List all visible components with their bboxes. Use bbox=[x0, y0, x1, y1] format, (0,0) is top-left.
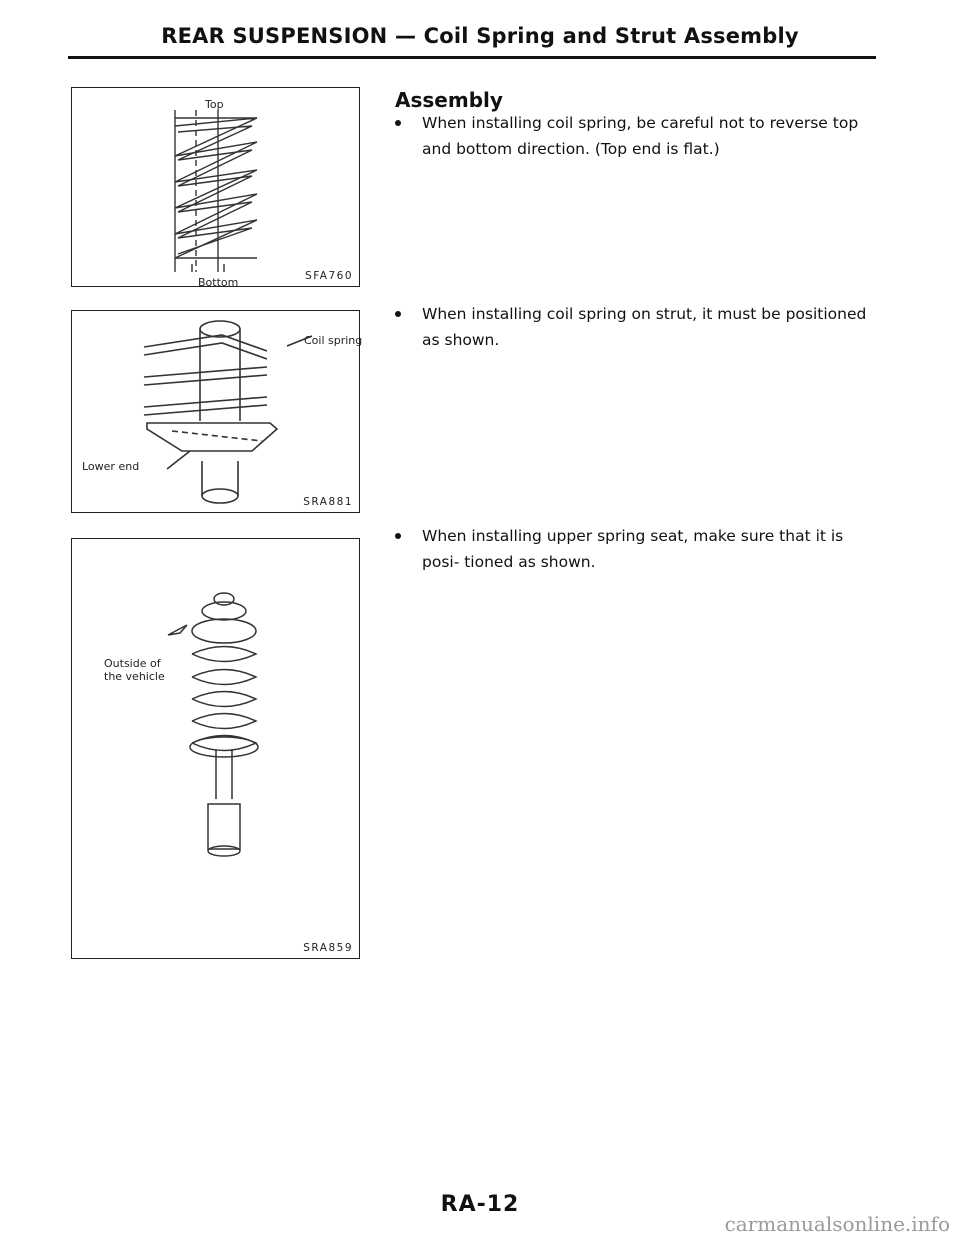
page-header: REAR SUSPENSION — Coil Spring and Strut Assembly bbox=[161, 24, 799, 48]
label-top: Top bbox=[205, 98, 224, 111]
bullet-dot bbox=[395, 311, 401, 317]
label-lower-end: Lower end bbox=[82, 460, 140, 473]
figure-spring-on-strut bbox=[71, 310, 363, 513]
figure-code: SRA881 bbox=[303, 496, 353, 508]
label-outside-line1: Outside of bbox=[104, 657, 161, 670]
bullet-text: When installing coil spring, be careful not to reverse top and bottom direction. (Top end is flat.) bbox=[422, 114, 859, 158]
bullet-item bbox=[395, 110, 885, 162]
figure-code: SRA859 bbox=[303, 942, 353, 954]
bullet-text: When installing coil spring on strut, it must be positioned as shown. bbox=[422, 305, 867, 349]
page-number: RA-12 bbox=[440, 1192, 520, 1217]
bullet-item bbox=[395, 523, 885, 575]
label-bottom: Bottom bbox=[198, 276, 239, 289]
bullet-dot bbox=[395, 120, 401, 126]
bullet-item bbox=[395, 301, 885, 353]
header-rule bbox=[68, 56, 876, 59]
bullet-dot bbox=[395, 533, 401, 539]
coil-spring-drawing bbox=[72, 88, 361, 288]
figure-code: SFA760 bbox=[305, 270, 353, 282]
watermark: carmanualsonline.info bbox=[724, 1212, 950, 1236]
section-title: Assembly bbox=[395, 88, 503, 112]
figure-coil-spring-orientation bbox=[71, 87, 360, 287]
label-coil-spring: Coil spring bbox=[304, 334, 363, 347]
bullet-text: When installing upper spring seat, make sure that it is posi- tioned as shown. bbox=[422, 527, 844, 571]
label-outside-line2: the vehicle bbox=[104, 670, 165, 683]
strut-assembly-drawing bbox=[72, 539, 361, 960]
figure-upper-spring-seat bbox=[71, 538, 360, 959]
